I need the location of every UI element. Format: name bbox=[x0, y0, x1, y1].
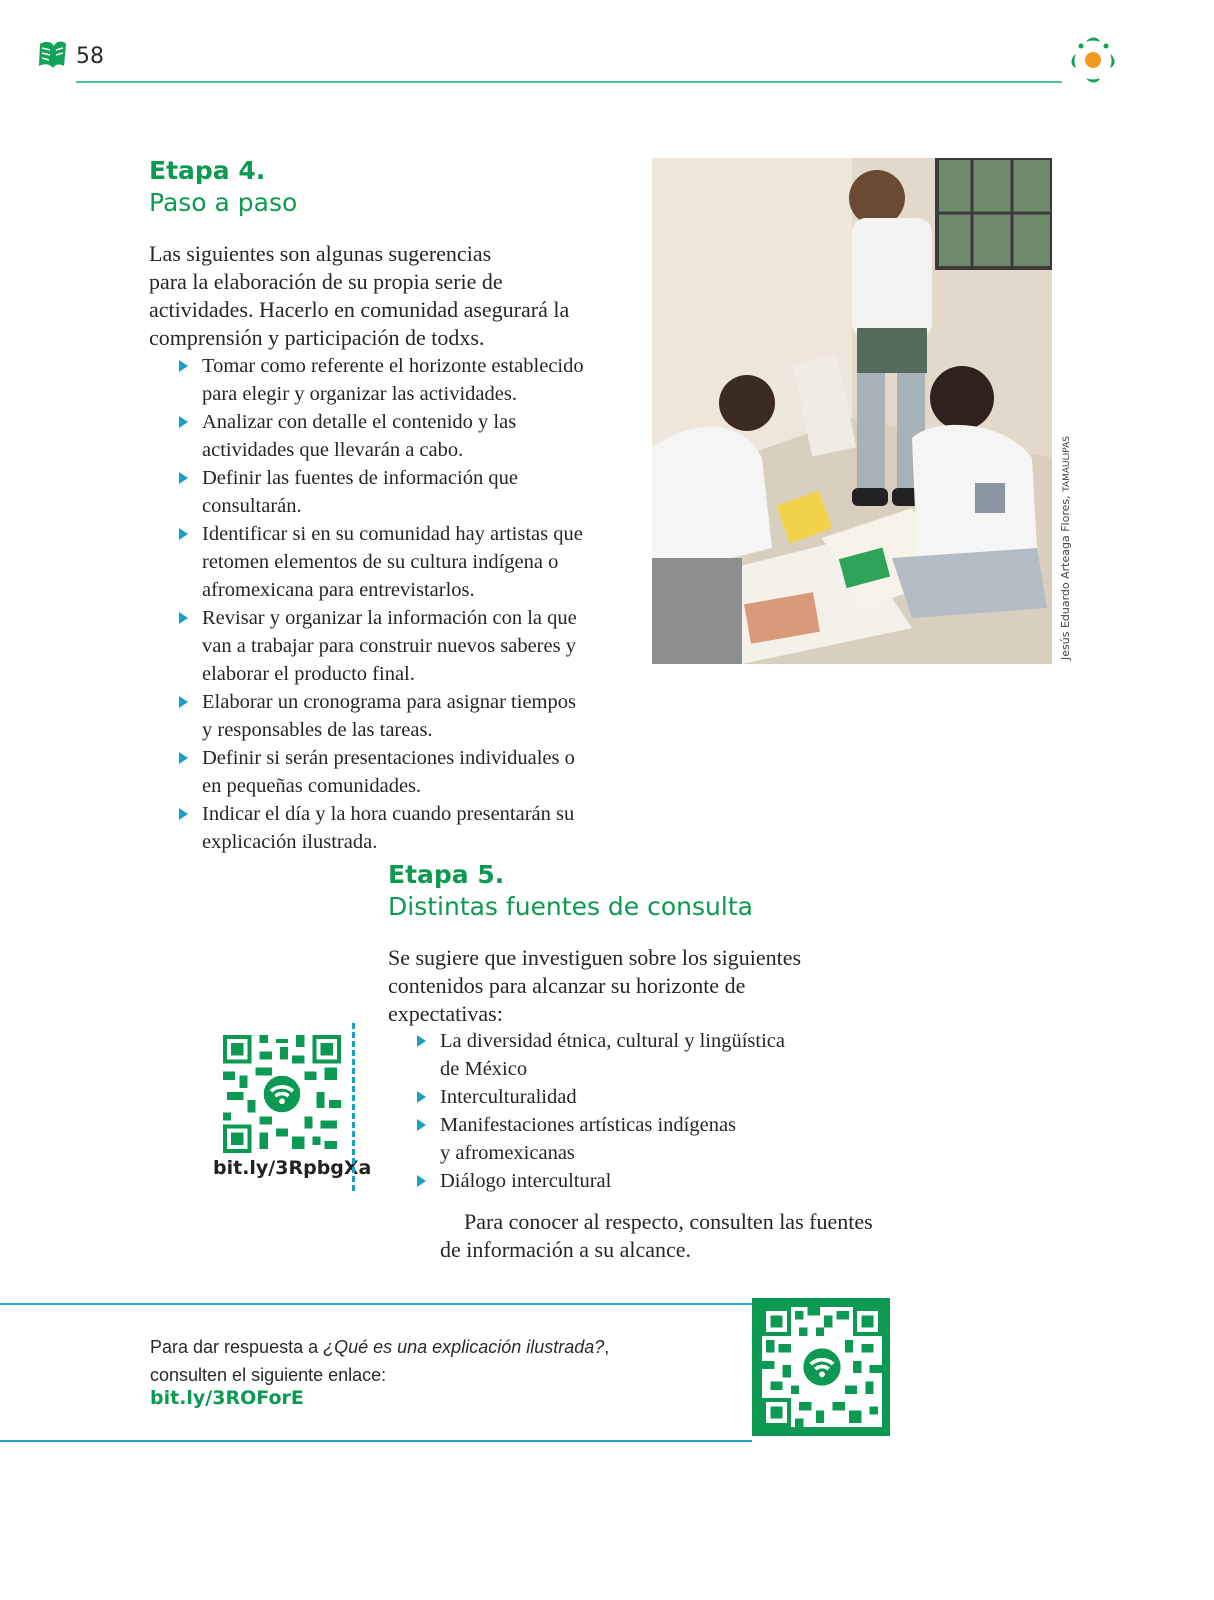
bullet-triangle-icon bbox=[417, 1119, 426, 1131]
item-line: van a trabajar para construir nuevos saberes y bbox=[202, 635, 576, 657]
bullet-triangle-icon bbox=[417, 1091, 426, 1103]
item-line: Definir las fuentes de información que bbox=[202, 467, 518, 489]
item-line: Elaborar un cronograma para asignar tiempos bbox=[202, 691, 576, 713]
bullet-triangle-icon bbox=[179, 528, 188, 540]
box-line-2: consulten el siguiente enlace: bbox=[150, 1365, 387, 1385]
list-item bbox=[176, 520, 626, 604]
item-line: afromexicana para entrevistarlos. bbox=[202, 579, 475, 601]
etapa5-intro bbox=[388, 944, 868, 1028]
item-line: Diálogo intercultural bbox=[440, 1170, 612, 1192]
qr-link-label[interactable]: bit.ly/3RpbgXa bbox=[213, 1157, 372, 1179]
item-line: La diversidad étnica, cultural y lingüística bbox=[440, 1030, 785, 1052]
closing-line: de información a su alcance. bbox=[440, 1237, 692, 1262]
item-line: consultarán. bbox=[202, 495, 302, 517]
list-item bbox=[176, 464, 626, 520]
bottom-box-text bbox=[150, 1333, 609, 1389]
item-line: y afromexicanas bbox=[440, 1142, 575, 1164]
list-item bbox=[176, 688, 626, 744]
page-number: 58 bbox=[76, 44, 104, 69]
box-line-1 bbox=[150, 1333, 609, 1361]
item-line: retomen elementos de su cultura indígena o bbox=[202, 551, 559, 573]
item-line: para elegir y organizar las actividades. bbox=[202, 383, 517, 405]
item-line: Interculturalidad bbox=[440, 1086, 577, 1108]
list-item bbox=[414, 1083, 844, 1111]
intro-line: expectativas: bbox=[388, 1001, 503, 1026]
dashed-divider bbox=[352, 1023, 355, 1191]
credit-name: Jesús Eduardo Arteaga Flores, bbox=[1059, 491, 1072, 660]
etapa4-subtitle: Paso a paso bbox=[149, 188, 298, 217]
item-line: Revisar y organizar la información con la que bbox=[202, 607, 577, 629]
header-rule bbox=[76, 81, 1062, 83]
etapa4-list bbox=[176, 352, 626, 856]
list-item bbox=[414, 1167, 844, 1195]
etapa5-title: Etapa 5. bbox=[388, 860, 505, 889]
intro-line: comprensión y participación de todxs. bbox=[149, 325, 485, 350]
closing-line: Para conocer al respecto, consulten las fuentes bbox=[464, 1209, 873, 1234]
item-line: y responsables de las tareas. bbox=[202, 719, 433, 741]
box-top-rule bbox=[0, 1303, 752, 1305]
classroom-photo bbox=[652, 158, 1052, 664]
bullet-triangle-icon bbox=[179, 752, 188, 764]
bullet-triangle-icon bbox=[179, 612, 188, 624]
bullet-triangle-icon bbox=[417, 1175, 426, 1187]
etapa5-subtitle: Distintas fuentes de consulta bbox=[388, 892, 753, 921]
etapa5-list bbox=[414, 1027, 844, 1195]
intro-line: Se sugiere que investiguen sobre los siguientes bbox=[388, 945, 802, 970]
item-line: Definir si serán presentaciones individuales o bbox=[202, 747, 575, 769]
etapa4-title: Etapa 4. bbox=[149, 156, 266, 185]
item-line: Indicar el día y la hora cuando presentarán su bbox=[202, 803, 575, 825]
bottom-box-link[interactable]: bit.ly/3ROForE bbox=[150, 1387, 304, 1409]
bullet-triangle-icon bbox=[179, 696, 188, 708]
program-logo-icon bbox=[1066, 34, 1120, 86]
item-line: en pequeñas comunidades. bbox=[202, 775, 422, 797]
list-item bbox=[176, 800, 626, 856]
etapa5-closing bbox=[440, 1208, 910, 1264]
etapa4-intro bbox=[149, 240, 619, 352]
qr-code-icon[interactable] bbox=[223, 1035, 341, 1153]
item-line: explicación ilustrada. bbox=[202, 831, 378, 853]
bullet-triangle-icon bbox=[179, 808, 188, 820]
intro-line: actividades. Hacerlo en comunidad asegurará la bbox=[149, 297, 570, 322]
box-bottom-rule bbox=[0, 1440, 752, 1442]
bullet-triangle-icon bbox=[179, 360, 188, 372]
intro-line: para la elaboración de su propia serie de bbox=[149, 269, 503, 294]
item-line: Tomar como referente el horizonte establecido bbox=[202, 355, 584, 377]
box-text-suffix: , bbox=[604, 1337, 610, 1357]
list-item bbox=[176, 352, 626, 408]
book-series-icon bbox=[36, 38, 68, 72]
list-item bbox=[176, 408, 626, 464]
qr-code-icon[interactable] bbox=[762, 1307, 882, 1427]
credit-place: TAMAULIPAS bbox=[1062, 436, 1072, 492]
list-item bbox=[176, 744, 626, 800]
bullet-triangle-icon bbox=[179, 472, 188, 484]
item-line: actividades que llevarán a cabo. bbox=[202, 439, 464, 461]
photo-credit bbox=[1059, 436, 1072, 660]
item-line: elaborar el producto final. bbox=[202, 663, 415, 685]
list-item bbox=[414, 1111, 844, 1167]
list-item bbox=[176, 604, 626, 688]
intro-line: contenidos para alcanzar su horizonte de bbox=[388, 973, 746, 998]
intro-line: Las siguientes son algunas sugerencias bbox=[149, 241, 492, 266]
item-line: Analizar con detalle el contenido y las bbox=[202, 411, 517, 433]
list-item bbox=[414, 1027, 844, 1083]
box-text-prefix: Para dar respuesta a bbox=[150, 1337, 324, 1357]
box-text-italic: ¿Qué es una explicación ilustrada? bbox=[323, 1337, 605, 1357]
item-line: Identificar si en su comunidad hay artistas que bbox=[202, 523, 583, 545]
bullet-triangle-icon bbox=[417, 1035, 426, 1047]
bullet-triangle-icon bbox=[179, 416, 188, 428]
item-line: Manifestaciones artísticas indígenas bbox=[440, 1114, 737, 1136]
item-line: de México bbox=[440, 1058, 528, 1080]
